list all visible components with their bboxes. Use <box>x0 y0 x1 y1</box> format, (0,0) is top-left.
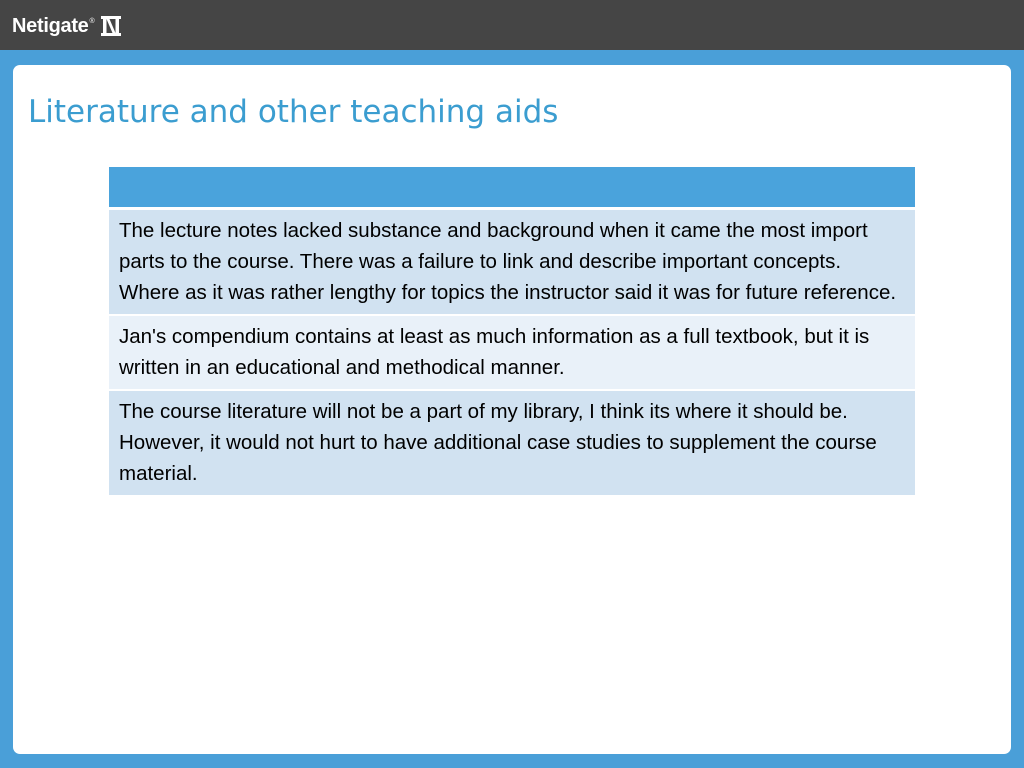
brand-name: Netigate <box>12 14 89 37</box>
netigate-logo <box>12 12 122 40</box>
table-row <box>109 390 915 495</box>
comments-table-wrapper <box>109 167 915 495</box>
comment-cell: The course literature will not be a part of my library, I think its where it should be. However, it would not hurt to have additional case studies to supplement the course material. <box>109 390 915 495</box>
table-header-row <box>109 167 915 209</box>
comment-cell: Jan's compendium contains at least as much information as a full textbook, but it is written in an educational and methodical manner. <box>109 315 915 390</box>
slide-title: Literature and other teaching aids <box>28 94 559 130</box>
slide-panel <box>13 65 1011 754</box>
table-row <box>109 315 915 390</box>
table-row <box>109 209 915 316</box>
table-header-cell <box>109 167 915 209</box>
top-bar <box>0 0 1024 50</box>
netigate-n-icon <box>100 15 122 37</box>
trademark-symbol: ® <box>89 18 95 25</box>
comment-cell: The lecture notes lacked substance and background when it came the most import parts to the course. There was a failure to link and describe important concepts. Where as it was rather lengthy for topics the instructor said it was for future reference. <box>109 209 915 316</box>
comments-table <box>109 167 915 495</box>
